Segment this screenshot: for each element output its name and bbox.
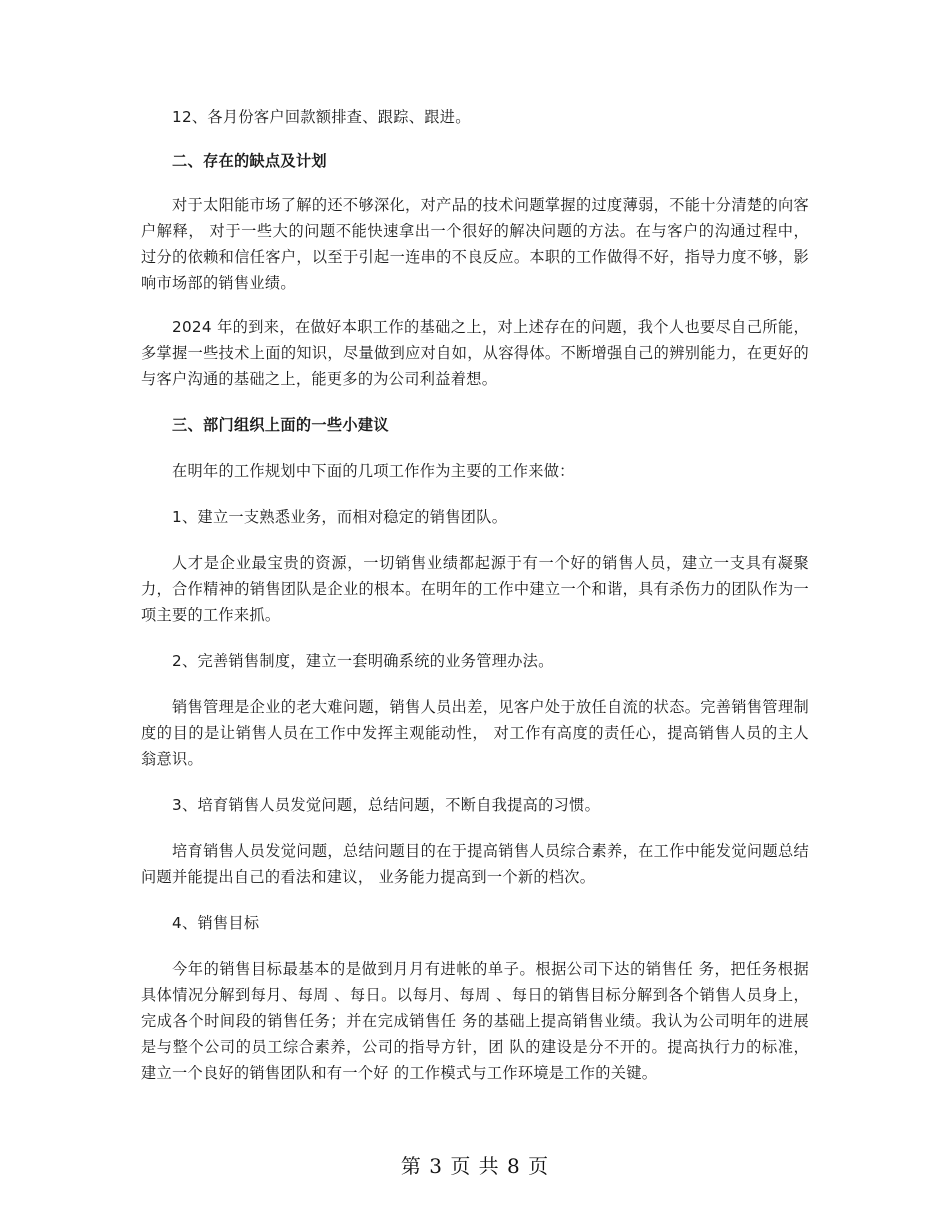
paragraph-team: 人才是企业最宝贵的资源，一切销售业绩都起源于有一个好的销售人员，建立一支具有凝聚力，合作精神的销售团队是企业的根本。在明年的工作中建立一个和谐，具有杀伤力的团队作为一项主要的工作来抓。 <box>141 554 809 624</box>
paragraph-system: 销售管理是企业的老大难问题，销售人员出差，见客户处于放任自流的状态。完善销售管理制度的目的是让销售人员在工作中发挥主观能动性， 对工作有高度的责任心，提高销售人员的主人翁意识。 <box>141 698 809 768</box>
section-heading-weaknesses: 二、存在的缺点及计划 <box>172 152 327 170</box>
page-footer: 第 3 页 共 8 页 <box>400 1154 550 1178</box>
paragraph-weaknesses: 对于太阳能市场了解的还不够深化，对产品的技术问题掌握的过度薄弱，不能十分清楚的向客户解释， 对于一些大的问题不能快速拿出一个很好的解决问题的方法。在与客户的沟通过程中，过分的依赖和信任客户，以至于引起一连串的不良反应。本职的工作做得不好，指导力度不够，影响市场部的销售业绩。 <box>141 196 809 292</box>
paragraph-habit: 培育销售人员发觉问题，总结问题目的在于提高销售人员综合素养，在工作中能发觉问题总结问题并能提出自己的看法和建议， 业务能力提高到一个新的档次。 <box>141 842 809 886</box>
list-item-1: 1、建立一支熟悉业务，而相对稳定的销售团队。 <box>172 508 508 526</box>
paragraph-plan-2024: 2024 年的到来，在做好本职工作的基础之上，对上述存在的问题，我个人也要尽自己所能，多掌握一些技术上面的知识，尽量做到应对自如，从容得体。不断增强自己的辨别能力，在更好的与客户沟通的基础之上，能更多的为公司利益着想。 <box>141 318 809 388</box>
list-item-3: 3、培育销售人员发觉问题，总结问题，不断自我提高的习惯。 <box>172 796 601 814</box>
section-heading-suggestions: 三、部门组织上面的一些小建议 <box>172 416 389 434</box>
paragraph-intro: 在明年的工作规划中下面的几项工作作为主要的工作来做： <box>172 462 575 480</box>
document-body <box>141 104 809 1086</box>
list-item-12: 12、各月份客户回款额排查、跟踪、跟进。 <box>172 108 471 126</box>
list-item-4: 4、销售目标 <box>172 914 260 932</box>
list-item-2: 2、完善销售制度，建立一套明确系统的业务管理办法。 <box>172 652 554 670</box>
paragraph-sales-target: 今年的销售目标最基本的是做到月月有进帐的单子。根据公司下达的销售任 务，把任务根据具体情况分解到每月、每周 、每日。以每月、每周 、每日的销售目标分解到各个销售人员身上，完成各个时间段的销售任务；并在完成销售任 务的基础上提高销售业绩。我认为公司明年的进展是与整个公司的员工综合素养，公司的指导方针，团 队的建设是分不开的。提高执行力的标准，建立一个良好的销售团队和有一个好 的工作模式与工作环境是工作的关键。 <box>141 960 809 1082</box>
